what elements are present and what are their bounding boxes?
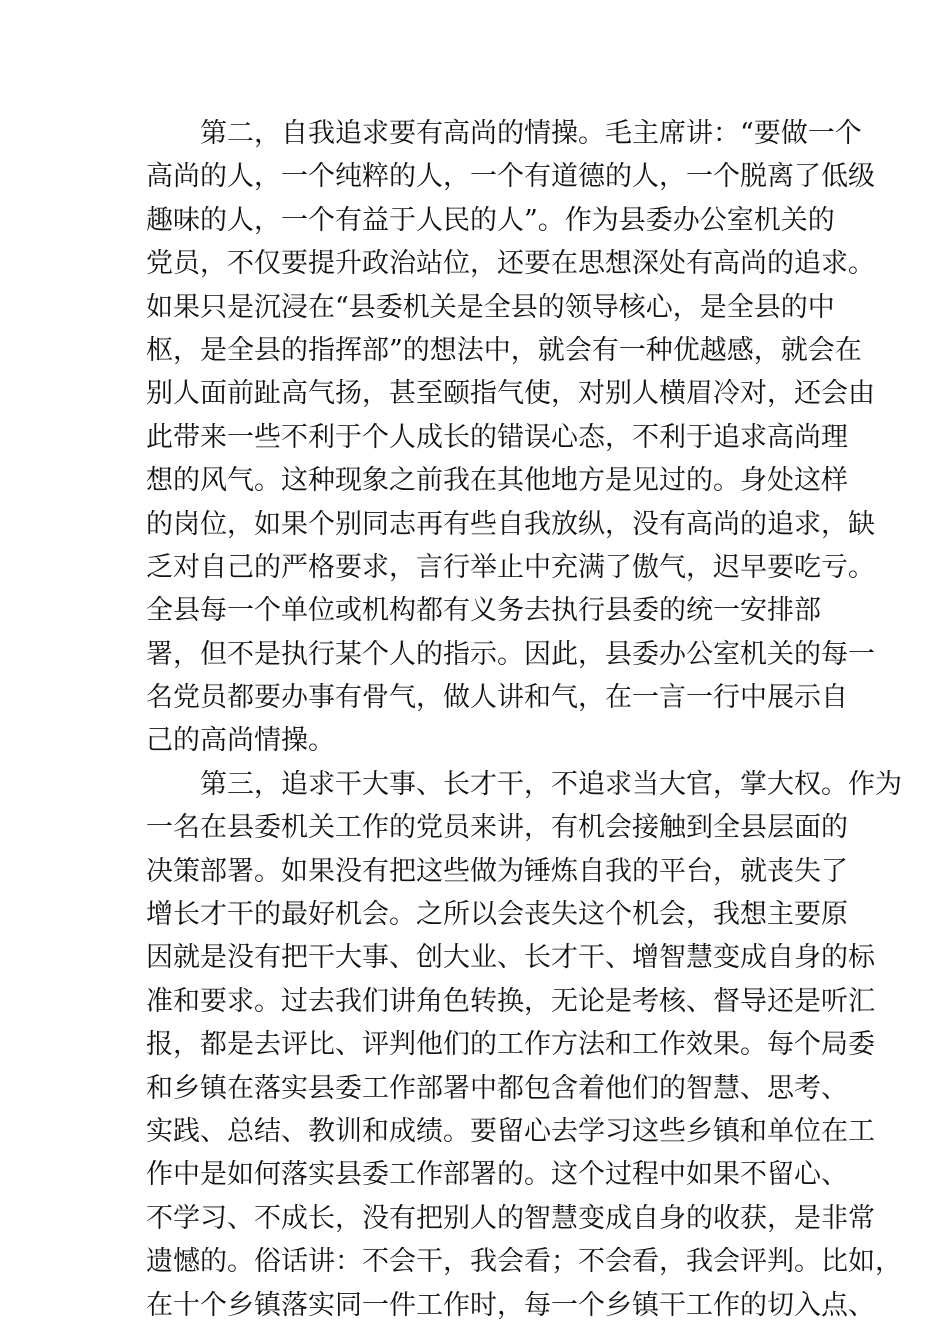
text-line: 第二，自我追求要有高尚的情操。毛主席讲：“要做一个 [200, 118, 862, 149]
text-line: 准和要求。过去我们讲角色转换，无论是考核、督导还是听汇 [146, 985, 875, 1017]
text-line: 实践、总结、教训和成绩。要留心去学习这些乡镇和单位在工 [146, 1115, 875, 1147]
text-line: 不学习、不成长，没有把别人的智慧变成自身的收获，是非常 [146, 1202, 875, 1234]
text-line: 高尚的人，一个纯粹的人，一个有道德的人，一个脱离了低级 [146, 161, 875, 193]
text-line: 党员，不仅要提升政治站位，还要在思想深处有高尚的追求。 [146, 248, 875, 280]
paragraph-second [146, 112, 875, 763]
text-line: 增长才干的最好机会。之所以会丧失这个机会，我想主要原 [146, 899, 848, 931]
text-line: 的岗位，如果个别同志再有些自我放纵，没有高尚的追求，缺 [146, 508, 875, 540]
text-line: 如果只是沉浸在“县委机关是全县的领导核心，是全县的中 [146, 291, 835, 323]
text-line: 和乡镇在落实县委工作部署中都包含着他们的智慧、思考、 [146, 1072, 848, 1104]
text-line: 因就是没有把干大事、创大业、长才干、增智慧变成自身的标 [146, 942, 875, 974]
text-line: 在十个乡镇落实同一件工作时，每一个乡镇干工作的切入点、 [146, 1289, 875, 1321]
text-line: 决策部署。如果没有把这些做为锤炼自我的平台，就丧失了 [146, 855, 848, 887]
text-line: 报，都是去评比、评判他们的工作方法和工作效果。每个局委 [146, 1029, 875, 1061]
document-body [146, 112, 902, 1327]
text-line: 作中是如何落实县委工作部署的。这个过程中如果不留心、 [146, 1159, 848, 1191]
text-line: 一名在县委机关工作的党员来讲，有机会接触到全县层面的 [146, 812, 848, 844]
text-line: 全县每一个单位或机构都有义务去执行县委的统一安排部 [146, 595, 821, 627]
text-line: 别人面前趾高气扬，甚至颐指气使，对别人横眉冷对，还会由 [146, 378, 875, 410]
text-line: 趣味的人，一个有益于人民的人”。作为县委办公室机关的 [146, 204, 835, 236]
text-line: 枢，是全县的指挥部”的想法中，就会有一种优越感，就会在 [146, 334, 862, 366]
text-line: 名党员都要办事有骨气，做人讲和气，在一言一行中展示自 [146, 682, 848, 714]
text-line: 遗憾的。俗话讲：不会干，我会看；不会看，我会评判。比如， [146, 1246, 902, 1278]
text-line: 第三，追求干大事、长才干，不追求当大官，掌大权。作为 [200, 768, 902, 800]
paragraph-third [146, 763, 902, 1327]
text-line: 乏对自己的严格要求，言行举止中充满了傲气，迟早要吃亏。 [146, 551, 875, 583]
text-line: 此带来一些不利于个人成长的错误心态，不利于追求高尚理 [146, 421, 848, 453]
text-line: 署，但不是执行某个人的指示。因此，县委办公室机关的每一 [146, 638, 875, 670]
text-line: 己的高尚情操。 [146, 725, 335, 757]
text-line: 想的风气。这种现象之前我在其他地方是见过的。身处这样 [146, 465, 848, 497]
